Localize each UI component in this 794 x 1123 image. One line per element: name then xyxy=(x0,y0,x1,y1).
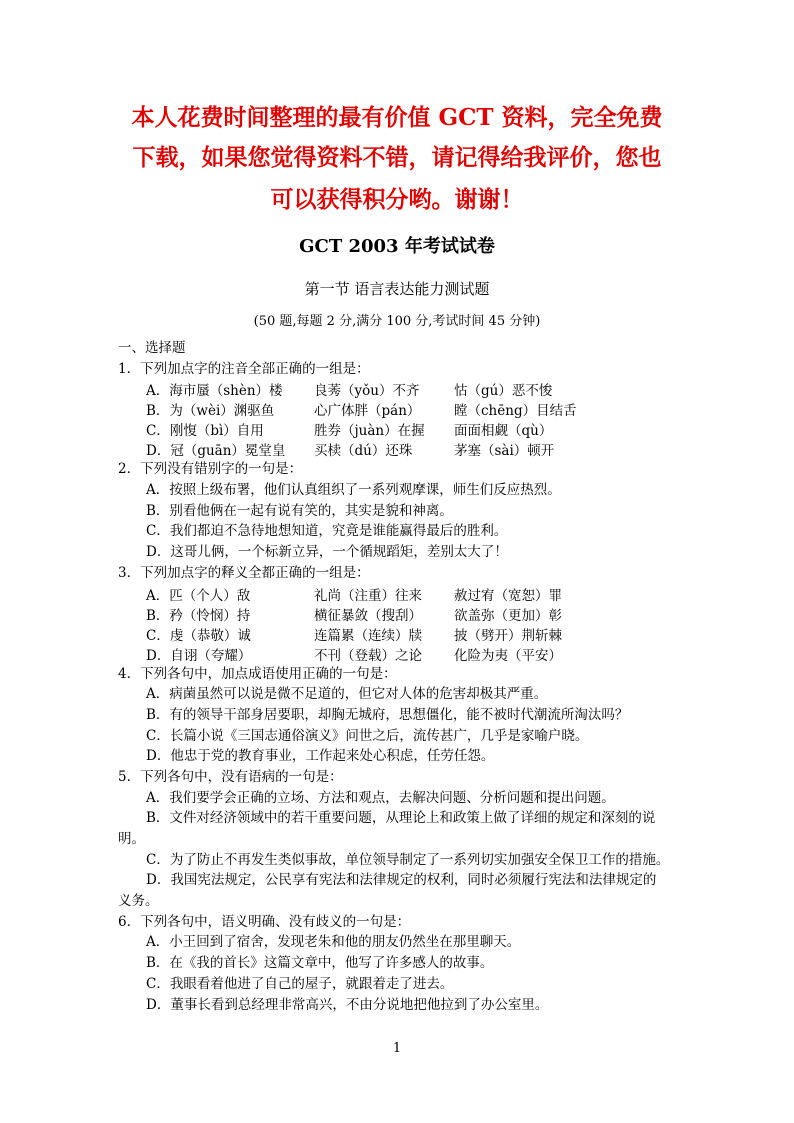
option-part: 瞠（chēng）目结舌 xyxy=(454,403,577,420)
question-4-option-c: C．长篇小说《三国志通俗演义》问世之后，流传甚广，几乎是家喻户晓。 xyxy=(146,727,589,744)
question-5-option-b-cont: 明。 xyxy=(118,831,145,847)
question-2-option-a: A．按照上级布署，他们认真组织了一系列观摩课，师生们反应热烈。 xyxy=(146,482,561,499)
question-3-option-a xyxy=(118,584,688,604)
question-6-option-b: B．在《我的首长》这篇文章中，他写了许多感人的故事。 xyxy=(146,955,494,972)
question-5-stem: 5．下列各句中，没有语病的一句是： xyxy=(118,768,343,785)
option-part: 茅塞（sài）顿开 xyxy=(454,443,555,460)
exam-title: GCT 2003 年考试试卷 xyxy=(299,236,495,257)
question-4-option-d: D．他忠于党的教育事业，工作起来处心积虑，任劳任怨。 xyxy=(146,748,495,765)
question-2-stem: 2．下列没有错别字的一句是： xyxy=(118,461,303,478)
question-1-option-c xyxy=(118,419,688,439)
option-part: C．虔（恭敬）诚 xyxy=(146,627,251,644)
question-2-option-d: D．这哥儿俩，一个标新立异，一个循规蹈矩，差别太大了！ xyxy=(146,544,508,561)
option-part: 礼尚（注重）往来 xyxy=(314,587,422,604)
option-part: 良莠（yǒu）不齐 xyxy=(314,383,420,400)
promo-line-3: 可以获得积分哟。谢谢！ xyxy=(270,186,524,213)
question-5-option-d-cont: 义务。 xyxy=(118,893,159,910)
option-part: A．匹（个人）敌 xyxy=(146,587,251,604)
section-subtitle: 第一节 语言表达能力测试题 xyxy=(304,280,490,298)
question-6-stem: 6．下列各句中，语义明确、没有歧义的一句是： xyxy=(118,913,411,930)
question-5-option-b: B．文件对经济领域中的若干重要问题，从理论上和政策上做了详细的规定和深刻的说 xyxy=(146,810,656,827)
option-part: 赦过宥（宽恕）罪 xyxy=(454,587,562,604)
question-6-option-a: A．小王回到了宿舍，发现老朱和他的朋友仍然坐在那里聊天。 xyxy=(146,934,521,951)
option-part: 面面相觑（qù） xyxy=(454,423,553,440)
question-2-option-b: B．别看他俩在一起有说有笑的，其实是貌和神离。 xyxy=(146,502,453,519)
question-6-option-d: D．董事长看到总经理非常高兴，不由分说地把他拉到了办公室里。 xyxy=(146,996,549,1013)
option-part: D．自诩（夸耀） xyxy=(146,647,252,664)
option-part: 心广体胖（pán） xyxy=(314,403,421,420)
question-1-option-b xyxy=(118,399,688,419)
promo-line-1: 本人花费时间整理的最有价值 GCT 资料，完全免费 xyxy=(131,104,663,131)
option-part: 买椟（dú）还珠 xyxy=(314,443,413,460)
option-part: 连篇累（连续）牍 xyxy=(314,627,422,644)
option-part: 怙（gú）恶不悛 xyxy=(454,383,553,400)
promo-line-2: 下载，如果您觉得资料不错，请记得给我评价，您也 xyxy=(132,144,662,171)
option-part: 胜券（juàn）在握 xyxy=(314,423,425,440)
question-5-option-a: A．我们要学会正确的立场、方法和观点，去解决问题、分析问题和提出问题。 xyxy=(146,789,615,806)
page-number: 1 xyxy=(392,1041,402,1056)
question-4-stem: 4．下列各句中，加点成语使用正确的一句是： xyxy=(118,665,397,682)
option-part: 披（劈开）荆斩棘 xyxy=(454,627,562,644)
option-part: A．海市蜃（shèn）楼 xyxy=(146,383,283,400)
question-4-option-b: B．有的领导干部身居要职，却胸无城府，思想僵化，能不被时代潮流所淘汰吗？ xyxy=(146,706,629,723)
option-part: B．矜（怜悯）持 xyxy=(146,607,251,624)
question-body xyxy=(118,338,688,1015)
option-part: B．为（wèi）渊驱鱼 xyxy=(146,403,275,420)
question-1-stem: 1．下列加点字的注音全部正确的一组是： xyxy=(118,360,370,377)
question-2-option-c: C．我们都迫不急待地想知道，究竟是谁能赢得最后的胜利。 xyxy=(146,523,508,540)
question-3-option-d xyxy=(118,644,688,664)
question-1-option-a xyxy=(118,379,688,399)
question-3-option-c xyxy=(118,624,688,644)
question-1-option-d xyxy=(118,439,688,459)
option-part: 不刊（登载）之论 xyxy=(314,647,422,664)
question-5-option-c: C．为了防止不再发生类似事故，单位领导制定了一系列切实加强安全保卫工作的措施。 xyxy=(146,851,670,868)
question-3-stem: 3．下列加点字的释义全都正确的一组是： xyxy=(118,564,370,581)
option-part: D．冠（guān）冕堂皇 xyxy=(146,443,286,460)
option-part: 欲盖弥（更加）彰 xyxy=(454,607,562,624)
exam-note: (50 题,每题 2 分,满分 100 分,考试时间 45 分钟) xyxy=(253,314,541,329)
question-6-option-c: C．我眼看着他进了自己的屋子，就跟着走了进去。 xyxy=(146,975,454,992)
question-5-option-d: D．我国宪法规定，公民享有宪法和法律规定的权利，同时必须履行宪法和法律规定的 xyxy=(146,872,657,889)
option-part: 化险为夷（平安） xyxy=(454,647,562,664)
section-heading: 一、选择题 xyxy=(118,340,186,356)
question-4-option-a: A．病菌虽然可以说是微不足道的，但它对人体的危害却极其严重。 xyxy=(146,686,548,703)
question-3-option-b xyxy=(118,604,688,624)
option-part: 横征暴敛（搜刮） xyxy=(314,607,422,624)
option-part: C．刚愎（bì）自用 xyxy=(146,423,264,440)
